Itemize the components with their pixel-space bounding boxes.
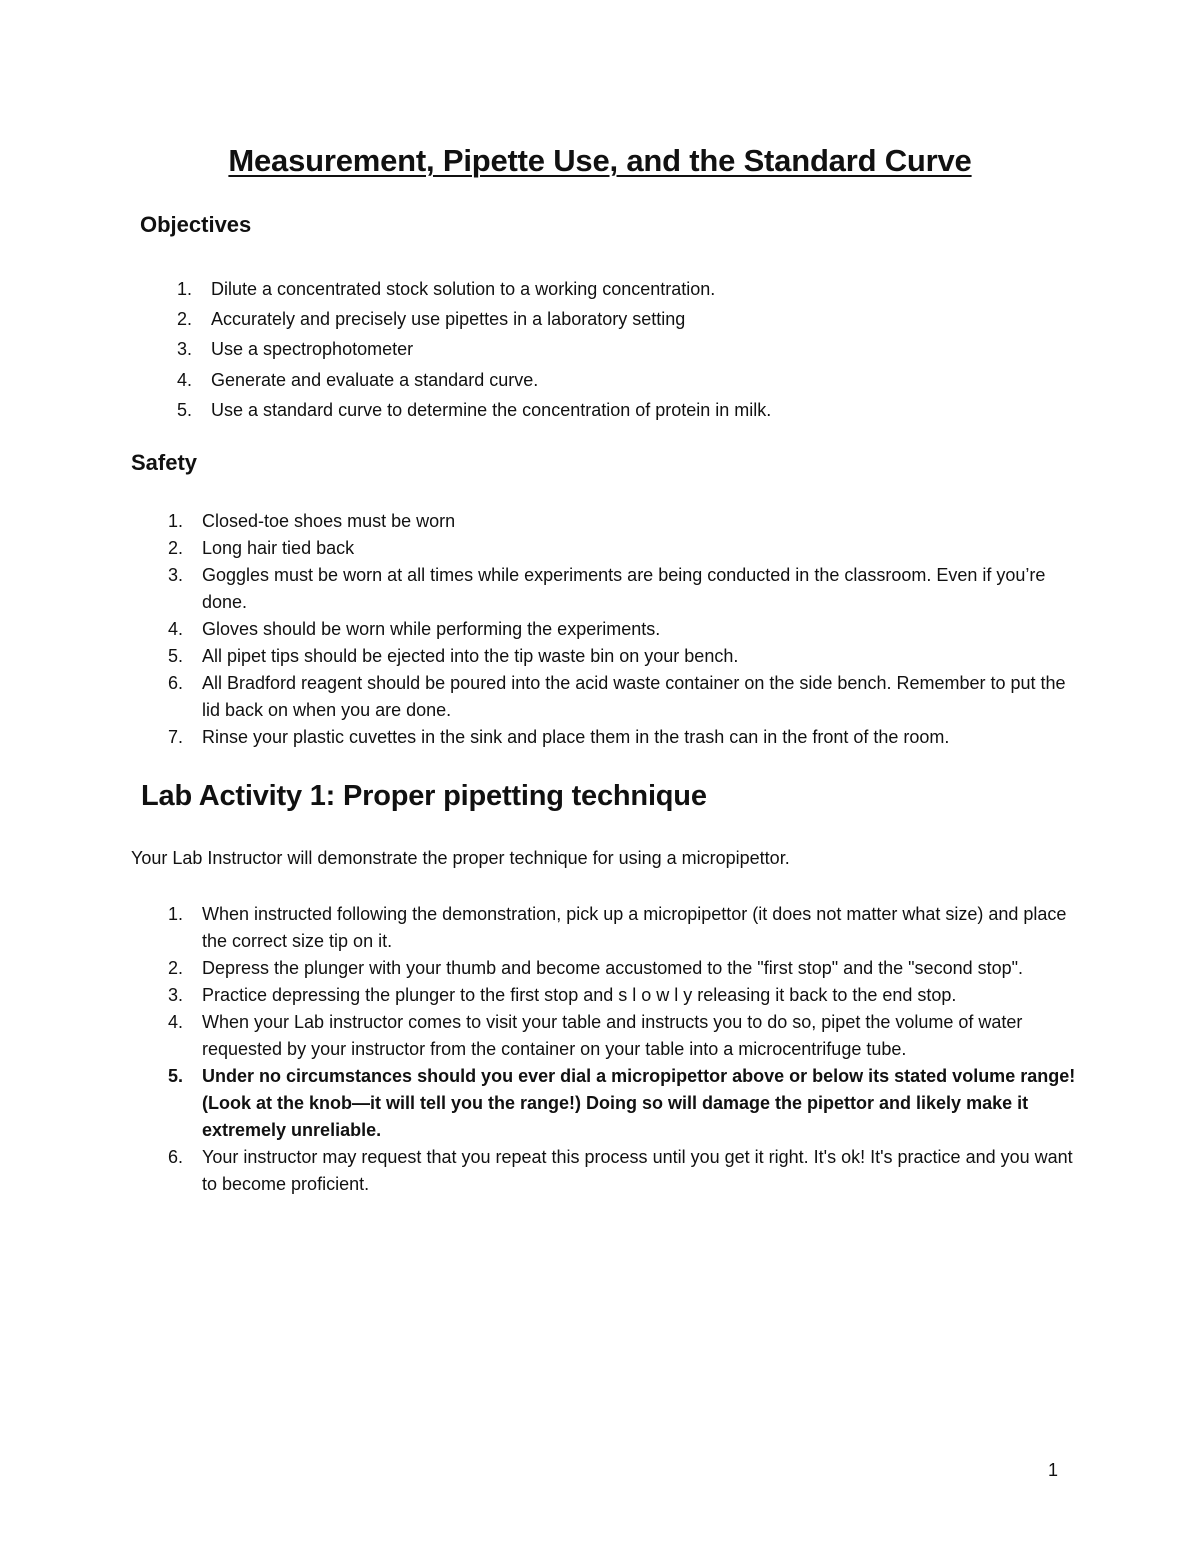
list-number: 1. xyxy=(177,279,193,299)
safety-list xyxy=(168,508,1082,751)
list-text: Under no circumstances should you ever dial a micropipettor above or below its stated volume range! (Look at the knob—it will tell you the range!) Doing so will damage the pipettor and likely make it extremely unreliable. xyxy=(202,1066,1076,1140)
list-text: When your Lab instructor comes to visit your table and instructs you to do so, pipet the volume of water requested by your instructor from the container on your table into a microcentrifuge tube. xyxy=(202,1012,1023,1059)
list-text: Accurately and precisely use pipettes in a laboratory setting xyxy=(211,309,686,330)
list-text: Your instructor may request that you repeat this process until you get it right. It's ok! It's practice and you want to become proficient. xyxy=(202,1147,1073,1194)
page-number: 1 xyxy=(1047,1460,1058,1480)
list-item xyxy=(168,1144,1092,1198)
list-number: 3. xyxy=(177,339,193,360)
list-number: 4. xyxy=(177,369,193,390)
list-number: 5. xyxy=(177,399,193,420)
list-text: Use a spectrophotometer xyxy=(211,339,414,360)
list-number: 3. xyxy=(168,985,184,1005)
list-item xyxy=(168,535,1082,562)
list-item xyxy=(168,616,1082,643)
list-text: Long hair tied back xyxy=(202,538,355,558)
list-number: 2. xyxy=(177,309,193,330)
list-item xyxy=(168,901,1092,955)
list-number: 6. xyxy=(168,673,184,693)
objectives-list xyxy=(177,274,1111,425)
list-item xyxy=(168,508,1082,535)
list-text: When instructed following the demonstration, pick up a micropipettor (it does not matter what size) and place the correct size tip on it. xyxy=(202,904,1067,951)
lab-activity-intro: Your Lab Instructor will demonstrate the proper technique for using a micropipettor. xyxy=(131,848,790,868)
list-item xyxy=(168,562,1082,616)
list-text: Depress the plunger with your thumb and become accustomed to the "first stop" and the "second stop". xyxy=(202,958,1024,978)
list-item xyxy=(177,304,1111,334)
list-text: Goggles must be worn at all times while experiments are being conducted in the classroom. Even if you’re done. xyxy=(202,565,1046,612)
list-item xyxy=(177,365,1111,395)
list-item xyxy=(177,334,1111,364)
list-item xyxy=(168,955,1092,982)
list-text: All Bradford reagent should be poured into the acid waste container on the side bench. Remember to put the lid back on when you are done. xyxy=(202,673,1066,720)
list-item xyxy=(168,1009,1092,1063)
list-number: 5. xyxy=(168,1066,184,1086)
list-number: 7. xyxy=(168,727,184,747)
list-text: Closed-toe shoes must be worn xyxy=(202,511,456,531)
list-text: Generate and evaluate a standard curve. xyxy=(211,369,539,390)
safety-heading: Safety xyxy=(131,450,198,475)
list-item xyxy=(168,982,1092,1009)
list-item-warning xyxy=(168,1063,1092,1144)
list-text: Practice depressing the plunger to the first stop and s l o w l y releasing it back to the end stop. xyxy=(202,985,957,1005)
lab-activity-steps xyxy=(168,901,1092,1198)
list-number: 4. xyxy=(168,619,184,639)
list-number: 3. xyxy=(168,565,184,585)
list-text: All pipet tips should be ejected into the tip waste bin on your bench. xyxy=(202,646,739,666)
document-title: Measurement, Pipette Use, and the Standard Curve xyxy=(228,143,972,178)
list-text: Use a standard curve to determine the concentration of protein in milk. xyxy=(211,399,772,420)
list-number: 6. xyxy=(168,1147,184,1167)
list-item xyxy=(168,670,1082,724)
list-number: 2. xyxy=(168,958,184,978)
list-number: 4. xyxy=(168,1012,184,1032)
list-number: 1. xyxy=(168,904,184,924)
objectives-heading: Objectives xyxy=(140,212,252,237)
list-number: 5. xyxy=(168,646,184,666)
list-text: Rinse your plastic cuvettes in the sink and place them in the trash can in the front of the room. xyxy=(202,727,950,747)
lab-activity-heading: Lab Activity 1: Proper pipetting technique xyxy=(141,780,707,812)
list-item xyxy=(168,643,1082,670)
list-text: Dilute a concentrated stock solution to a working concentration. xyxy=(211,279,716,299)
list-item xyxy=(177,395,1111,425)
list-number: 1. xyxy=(168,511,184,531)
list-text: Gloves should be worn while performing the experiments. xyxy=(202,619,661,639)
list-number: 2. xyxy=(168,538,184,558)
list-item xyxy=(168,724,1082,751)
list-item xyxy=(177,274,1111,304)
